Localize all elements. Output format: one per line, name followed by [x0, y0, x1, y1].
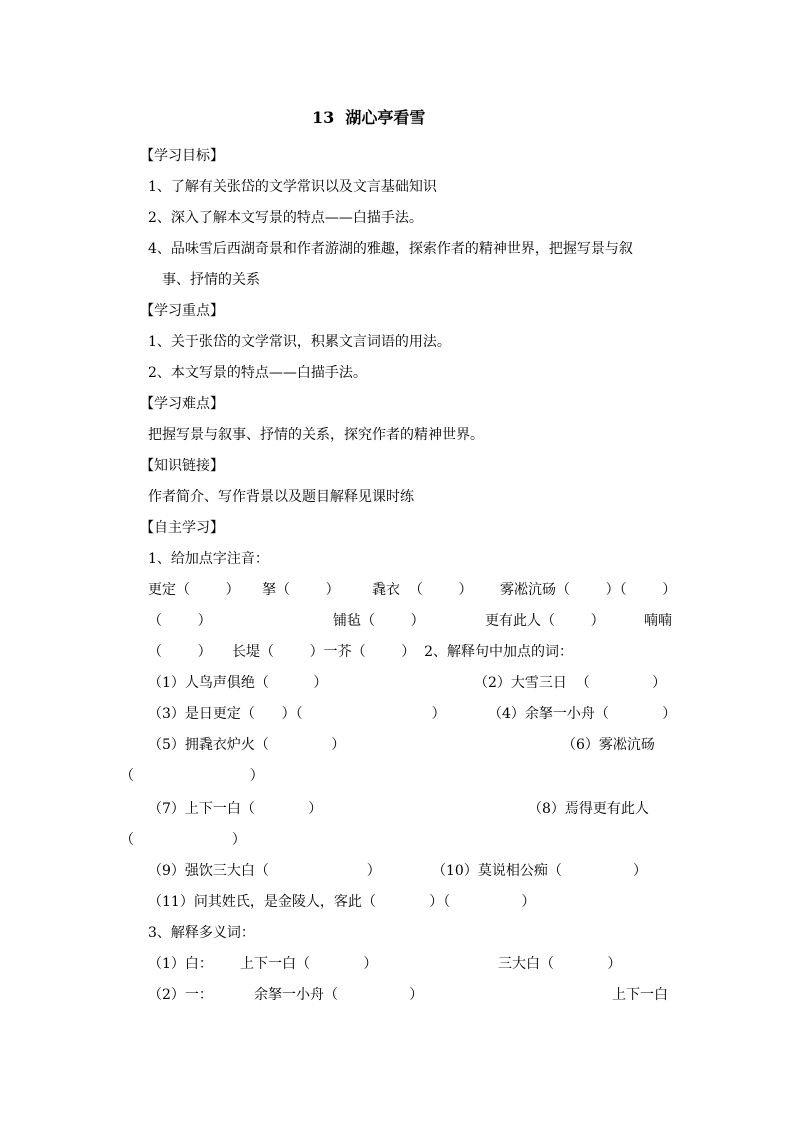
section-heading-difficulty: 【学习难点】 — [140, 396, 224, 412]
q3-item: 三大白（ ） — [498, 956, 622, 972]
goal-item-continued: 事、抒情的关系 — [162, 272, 260, 288]
q1-item: 雾凇沆砀（ ）（ ） — [500, 582, 677, 598]
q2-item: （1）人鸟声俱绝（ ） — [148, 675, 328, 691]
q3-item-label: （1）白： — [148, 956, 213, 972]
difficulty-text: 把握写景与叙事、抒情的关系，探究作者的精神世界。 — [148, 427, 484, 443]
q1-item: 更有此人（ ） — [485, 613, 605, 629]
q2-item: （9）强饮三大白（ ） — [148, 863, 381, 879]
key-item: 2、本文写景的特点——白描手法。 — [148, 365, 367, 381]
section-heading-key: 【学习重点】 — [140, 303, 224, 319]
q1-heading: 1、给加点字注音： — [148, 551, 269, 567]
q1-item: 更定（ ） — [148, 582, 240, 598]
section-heading-link: 【知识链接】 — [140, 458, 224, 474]
q1-item: 长堤（ ）一芥（ ） 2、解释句中加点的词： — [232, 644, 574, 660]
q1-item: （ ） — [148, 613, 212, 629]
q3-item: 上下一白 — [612, 987, 668, 1003]
q2-item: （5）拥毳衣炉火（ ） — [148, 737, 346, 753]
key-item: 1、关于张岱的文学常识，积累文言词语的用法。 — [148, 334, 451, 350]
q3-item-label: （2）一： — [148, 987, 213, 1003]
q2-item-blank: （ ） — [120, 768, 264, 784]
q3-item: 上下一白（ ） — [240, 956, 378, 972]
section-heading-goals: 【学习目标】 — [140, 148, 224, 164]
link-text: 作者简介、写作背景以及题目解释见课时练 — [148, 489, 414, 505]
section-heading-self-study: 【自主学习】 — [140, 520, 224, 536]
q1-item: 铺毡（ ） — [333, 613, 425, 629]
q3-heading: 3、解释多义词： — [148, 925, 255, 941]
q2-item: （7）上下一白（ ） — [148, 801, 323, 817]
goal-item: 2、深入了解本文写景的特点——白描手法。 — [148, 210, 423, 226]
q2-item: （10）莫说相公痴（ ） — [432, 863, 648, 879]
q2-item: （8）焉得更有此人 — [528, 801, 649, 817]
q1-item: 毳衣 （ ） — [372, 582, 473, 598]
q2-item: （6）雾凇沆砀 — [562, 737, 655, 753]
q2-item: （2）大雪三日 （ ） — [474, 675, 667, 691]
goal-item: 4、品味雪后西湖奇景和作者游湖的雅趣，探索作者的精神世界，把握写景与叙 — [148, 241, 633, 257]
q2-item: （4）余拏一小舟（ ） — [488, 706, 677, 722]
page-title: 13 湖心亭看雪 — [312, 108, 426, 127]
q2-item: （11）问其姓氏，是金陵人，客此（ ）（ ） — [148, 894, 536, 910]
q1-item: 拏（ ） — [262, 582, 340, 598]
q2-item: （3）是日更定（ ）（ ） — [148, 706, 446, 722]
q1-item: 喃喃 — [644, 613, 672, 629]
q3-item: 余拏一小舟（ ） — [254, 987, 424, 1003]
q1-item: （ ） — [148, 644, 212, 660]
q2-item-blank: （ ） — [120, 832, 246, 848]
goal-item: 1、了解有关张岱的文学常识以及文言基础知识 — [148, 179, 437, 195]
